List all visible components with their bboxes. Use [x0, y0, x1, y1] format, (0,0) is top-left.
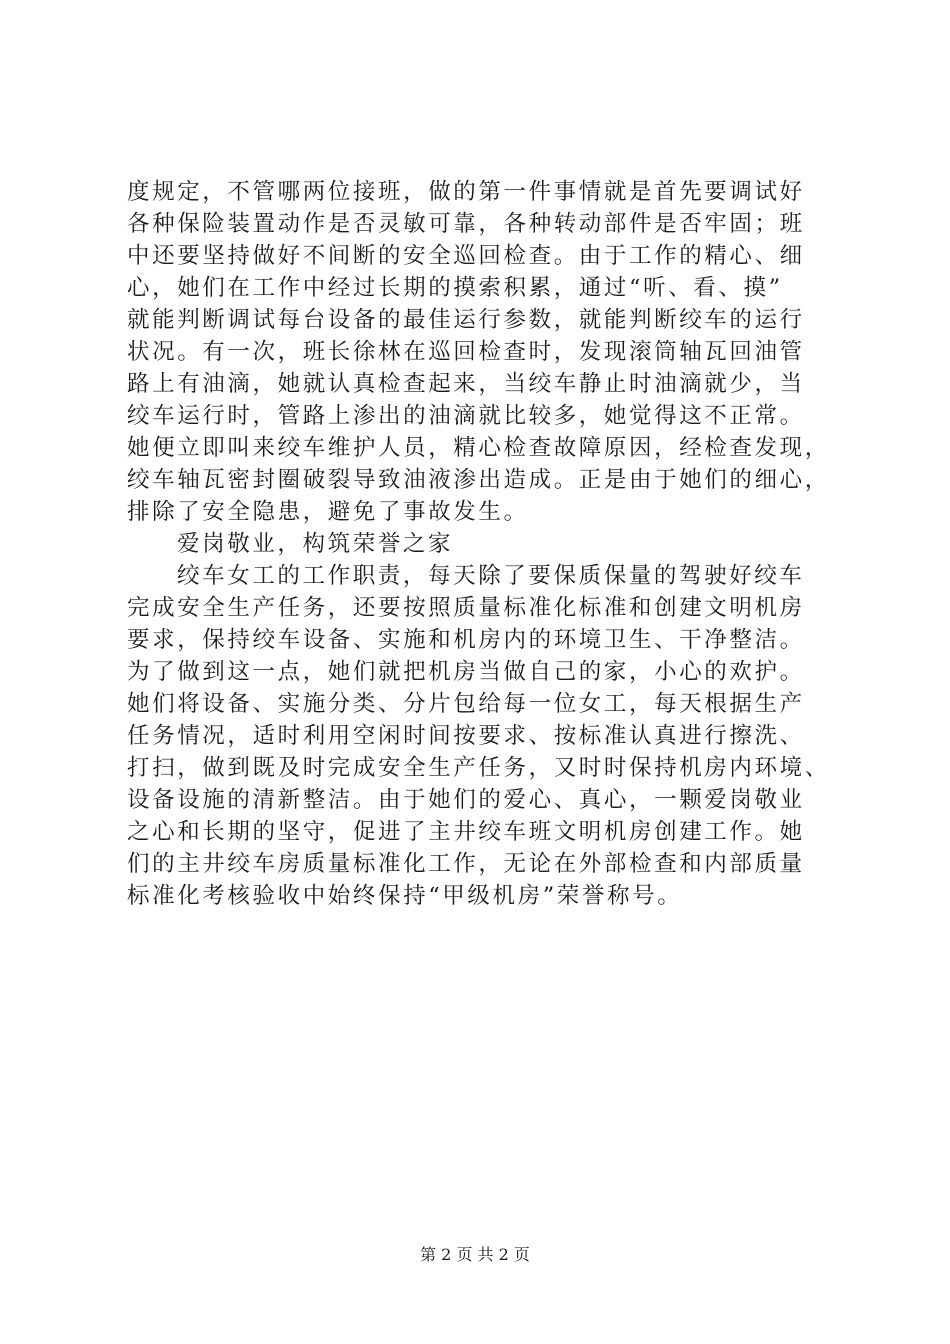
- paragraph-line: 打扫，做到既及时完成安全生产任务，又时时保持机房内环境、: [127, 755, 830, 781]
- document-body: [127, 176, 830, 912]
- paragraph-line: 绞车轴瓦密封圈破裂导致油液渗出造成。正是由于她们的细心，: [127, 467, 830, 493]
- paragraph-line: 度规定，不管哪两位接班，做的第一件事情就是首先要调试好: [127, 179, 805, 205]
- page-number: 第 2 页: [420, 1245, 473, 1264]
- paragraph-line: 绞车运行时，管路上渗出的油滴就比较多，她觉得这不正常。: [127, 403, 805, 429]
- paragraph-line: 路上有油滴，她就认真检查起来，当绞车静止时油滴就少，当: [127, 371, 805, 397]
- paragraph-line: 要求，保持绞车设备、实施和机房内的环境卫生、干净整洁。: [127, 627, 805, 653]
- paragraph-line: 中还要坚持做好不间断的安全巡回检查。由于工作的精心、细: [127, 243, 805, 269]
- paragraph-line: 她们将设备、实施分类、分片包给每一位女工，每天根据生产: [127, 691, 805, 717]
- page-footer: [0, 1244, 950, 1266]
- paragraph-line: 完成安全生产任务，还要按照质量标准化标准和创建文明机房: [127, 595, 805, 621]
- paragraph-line: 任务情况，适时利用空闲时间按要求、按标准认真进行擦洗、: [127, 723, 805, 749]
- paragraph-line: 设备设施的清新整洁。由于她们的爱心、真心，一颗爱岗敬业: [127, 787, 805, 813]
- paragraph-line: 绞车女工的工作职责，每天除了要保质保量的驾驶好绞车: [177, 563, 805, 589]
- page-total: 共 2 页: [477, 1245, 530, 1264]
- paragraph-line: 之心和长期的坚守，促进了主井绞车班文明机房创建工作。她: [127, 819, 805, 845]
- paragraph-line: 标准化考核验收中始终保持“甲级机房”荣誉称号。: [127, 883, 683, 909]
- paragraph-line: 为了做到这一点，她们就把机房当做自己的家，小心的欢护。: [127, 659, 805, 685]
- paragraph-line: 她便立即叫来绞车维护人员，精心检查故障原因，经检查发现，: [127, 435, 830, 461]
- paragraph-line: 状况。有一次，班长徐林在巡回检查时，发现滚筒轴瓦回油管: [127, 339, 805, 365]
- paragraph-line: 排除了安全隐患，避免了事故发生。: [127, 499, 529, 525]
- paragraph-line: 就能判断调试每台设备的最佳运行参数，就能判断绞车的运行: [127, 307, 805, 333]
- paragraph-line: 心，她们在工作中经过长期的摸索积累，通过“听、看、摸”: [127, 275, 783, 301]
- section-heading: 爱岗敬业，构筑荣誉之家: [177, 531, 454, 557]
- paragraph-line: 各种保险装置动作是否灵敏可靠，各种转动部件是否牢固；班: [127, 211, 805, 237]
- paragraph-line: 们的主井绞车房质量标准化工作，无论在外部检查和内部质量: [127, 851, 805, 877]
